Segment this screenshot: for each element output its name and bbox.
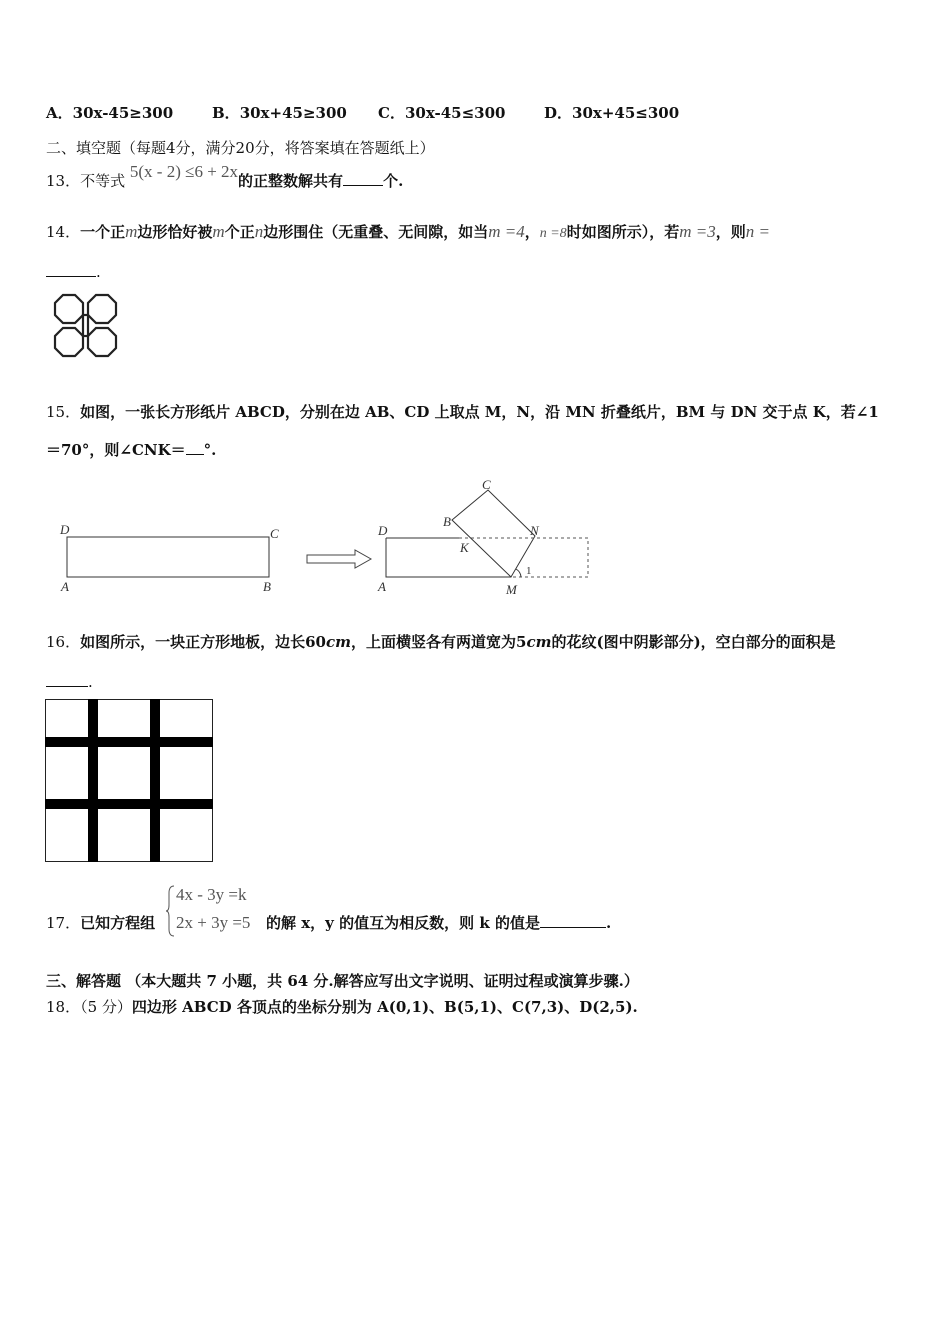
label-a: A <box>378 579 386 594</box>
question-number: 13． <box>46 172 81 190</box>
question-17: 17．已知方程组 <box>46 914 156 932</box>
answer-blank <box>46 262 96 277</box>
option-b: B．30x+45≥300 <box>212 104 347 122</box>
horizontal-stripe-2 <box>45 799 213 809</box>
equation-1: 4x - 3y =k <box>176 885 247 904</box>
question-16: 16．如图所示，一块正方形地板，边长60cm，上面横竖各有两道宽为5cm的花纹(图中阴影部分)，空白部分的面积是 <box>46 633 836 651</box>
right-arrow-icon <box>305 548 375 570</box>
label-c: C <box>482 478 491 492</box>
center-square <box>83 315 88 336</box>
question-14: 14．一个正m边形恰好被m个正n边形围住（无重叠、无间隙，如当m =4，n =8时如图所示），若m =3，则n = <box>46 222 770 241</box>
brace-icon <box>166 885 176 937</box>
label-m: M <box>506 582 517 597</box>
label-a: A <box>61 579 69 594</box>
dashed-original <box>459 538 588 577</box>
label-k: K <box>460 540 469 555</box>
label-d: D <box>378 523 388 538</box>
octagon-top-right <box>88 295 116 323</box>
rectangle-figure <box>55 520 285 596</box>
rectangle-abcd <box>67 537 269 577</box>
octagon-figure <box>50 292 134 376</box>
section-3-heading: 三、解答题 （本大题共 7 小题，共 64 分.解答应写出文字说明、证明过程或演算步骤.） <box>46 972 639 990</box>
label-b: B <box>263 579 271 594</box>
label-n: N <box>530 523 539 538</box>
question-13: 13．不等式 5(x - 2) ≤6 + 2x的正整数解共有 个. <box>46 162 404 190</box>
option-d: D．30x+45≤300 <box>544 104 680 122</box>
folded-part <box>452 490 535 577</box>
answer-blank <box>46 672 88 687</box>
octagon-top-left <box>55 295 83 323</box>
answer-blank <box>186 440 204 455</box>
horizontal-stripe-1 <box>45 737 213 747</box>
inequality-expression: 5(x - 2) ≤6 + 2x <box>129 162 239 181</box>
option-a: A．30x-45≥300 <box>46 104 174 122</box>
option-c: C．30x-45≤300 <box>378 104 506 122</box>
floor-pattern-figure <box>45 699 214 863</box>
question-15-line2: ＝70°，则∠CNK＝ °. <box>46 441 217 459</box>
question-17-rest: 的解 x，y 的值互为相反数，则 k 的值是 . <box>266 914 612 932</box>
octagon-bottom-left <box>55 328 83 356</box>
equation-system <box>166 883 266 939</box>
label-d: D <box>60 522 70 537</box>
folded-figure <box>370 478 600 598</box>
question-16-blank-line: . <box>46 672 93 691</box>
question-14-blank-line: . <box>46 262 101 281</box>
label-b: B <box>443 514 451 529</box>
label-angle-1: 1 <box>526 565 532 577</box>
vertical-stripe-2 <box>150 699 160 862</box>
angle-1-arc <box>516 569 521 577</box>
answer-blank <box>343 171 383 186</box>
floor-square <box>46 700 213 862</box>
answer-blank <box>540 913 606 928</box>
paper-edge <box>386 538 511 577</box>
label-c: C <box>270 526 279 541</box>
vertical-stripe-1 <box>88 699 98 862</box>
question-18: 18．（5 分）四边形 ABCD 各顶点的坐标分别为 A(0,1)、B(5,1)、C(7,3)、D(2,5). <box>46 998 638 1016</box>
octagon-bottom-right <box>88 328 116 356</box>
question-15-line1: 15．如图，一张长方形纸片 ABCD，分别在边 AB、CD 上取点 M，N，沿 MN 折叠纸片，BM 与 DN 交于点 K，若∠1 <box>46 403 879 421</box>
equation-2: 2x + 3y =5 <box>176 913 251 932</box>
section-2-heading: 二、填空题（每题4分，满分20分，将答案填在答题纸上） <box>46 139 435 157</box>
